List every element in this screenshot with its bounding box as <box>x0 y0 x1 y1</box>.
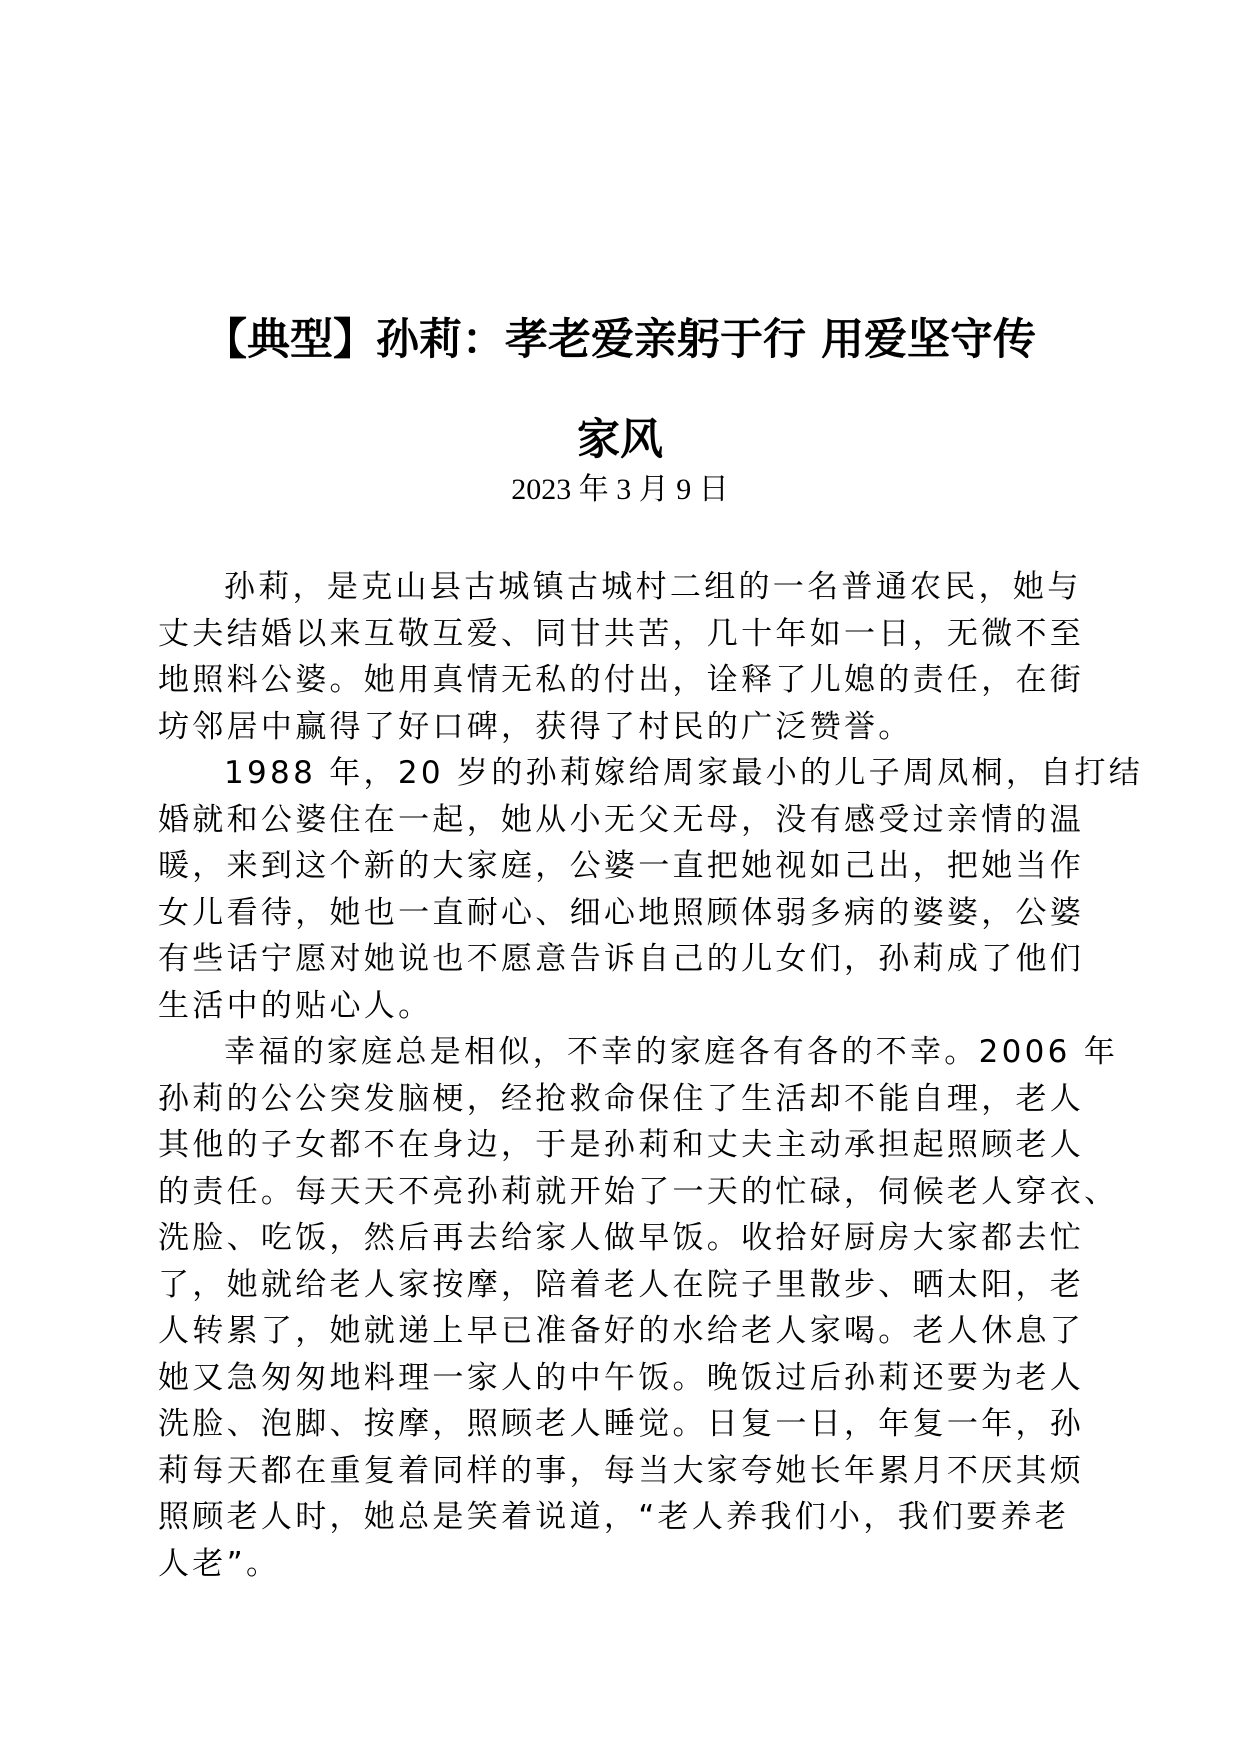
paragraph-2-line: 生活中的贴心人。 <box>158 987 433 1024</box>
paragraph-1-line: 丈夫结婚以来互敬互爱、同甘共苦，几十年如一日，无微不至 <box>158 615 1085 652</box>
paragraph-1-line: 孙莉，是克山县古城镇古城村二组的一名普通农民，她与 <box>224 569 1082 605</box>
paragraph-2-line: 1988 年，20 岁的孙莉嫁给周家最小的儿子周凤桐，自打结 <box>224 755 1144 791</box>
title-line: 【典型】孙莉：孝老爱亲躬于行 用爱坚守传 <box>204 315 1036 365</box>
paragraph-1-line: 坊邻居中赢得了好口碑，获得了村民的广泛赞誉。 <box>158 708 913 745</box>
paragraph-3-line: 莉每天都在重复着同样的事，每当大家夸她长年累月不厌其烦 <box>158 1452 1085 1489</box>
paragraph-1-line: 地照料公婆。她用真情无私的付出，诠释了儿媳的责任，在街 <box>158 662 1085 698</box>
paragraph-3-line: 她又急匆匆地料理一家人的中午饭。晚饭过后孙莉还要为老人 <box>158 1359 1085 1396</box>
paragraph-3-line: 幸福的家庭总是相似，不幸的家庭各有各的不幸。2006 年 <box>224 1034 1119 1070</box>
article-body <box>158 564 1144 1587</box>
paragraph-3-line: 照顾老人时，她总是笑着说道，“老人养我们小，我们要养老 <box>158 1499 1070 1535</box>
paragraph-3-line: 的责任。每天天不亮孙莉就开始了一天的忙碌，伺候老人穿衣、 <box>158 1173 1119 1210</box>
paragraph-3-line: 其他的子女都不在身边，于是孙莉和丈夫主动承担起照顾老人 <box>158 1127 1085 1163</box>
title-line: 家风 <box>577 415 663 465</box>
paragraph-3-line: 人老”。 <box>158 1545 281 1582</box>
paragraph-3-line: 人转累了，她就递上早已准备好的水给老人家喝。老人休息了 <box>158 1313 1085 1349</box>
paragraph-3-line: 了，她就给老人家按摩，陪着老人在院子里散步、晒太阳，老 <box>158 1266 1085 1303</box>
paragraph-2-line: 暖，来到这个新的大家庭，公婆一直把她视如己出，把她当作 <box>158 848 1085 884</box>
paragraph-3-line: 洗脸、吃饭，然后再去给家人做早饭。收拾好厨房大家都去忙 <box>158 1220 1085 1256</box>
article-title <box>155 290 1085 490</box>
paragraph-3-line: 孙莉的公公突发脑梗，经抢救命保住了生活却不能自理，老人 <box>158 1080 1085 1117</box>
paragraph-2-line: 有些话宁愿对她说也不愿意告诉自己的儿女们，孙莉成了他们 <box>158 941 1085 977</box>
publish-date: 2023 年 3 月 9 日 <box>511 473 729 506</box>
paragraph-2-line: 婚就和公婆住在一起，她从小无父无母，没有感受过亲情的温 <box>158 801 1085 838</box>
paragraph-3-line: 洗脸、泡脚、按摩，照顾老人睡觉。日复一日，年复一年，孙 <box>158 1406 1085 1442</box>
paragraph-2-line: 女儿看待，她也一直耐心、细心地照顾体弱多病的婆婆，公婆 <box>158 894 1085 931</box>
